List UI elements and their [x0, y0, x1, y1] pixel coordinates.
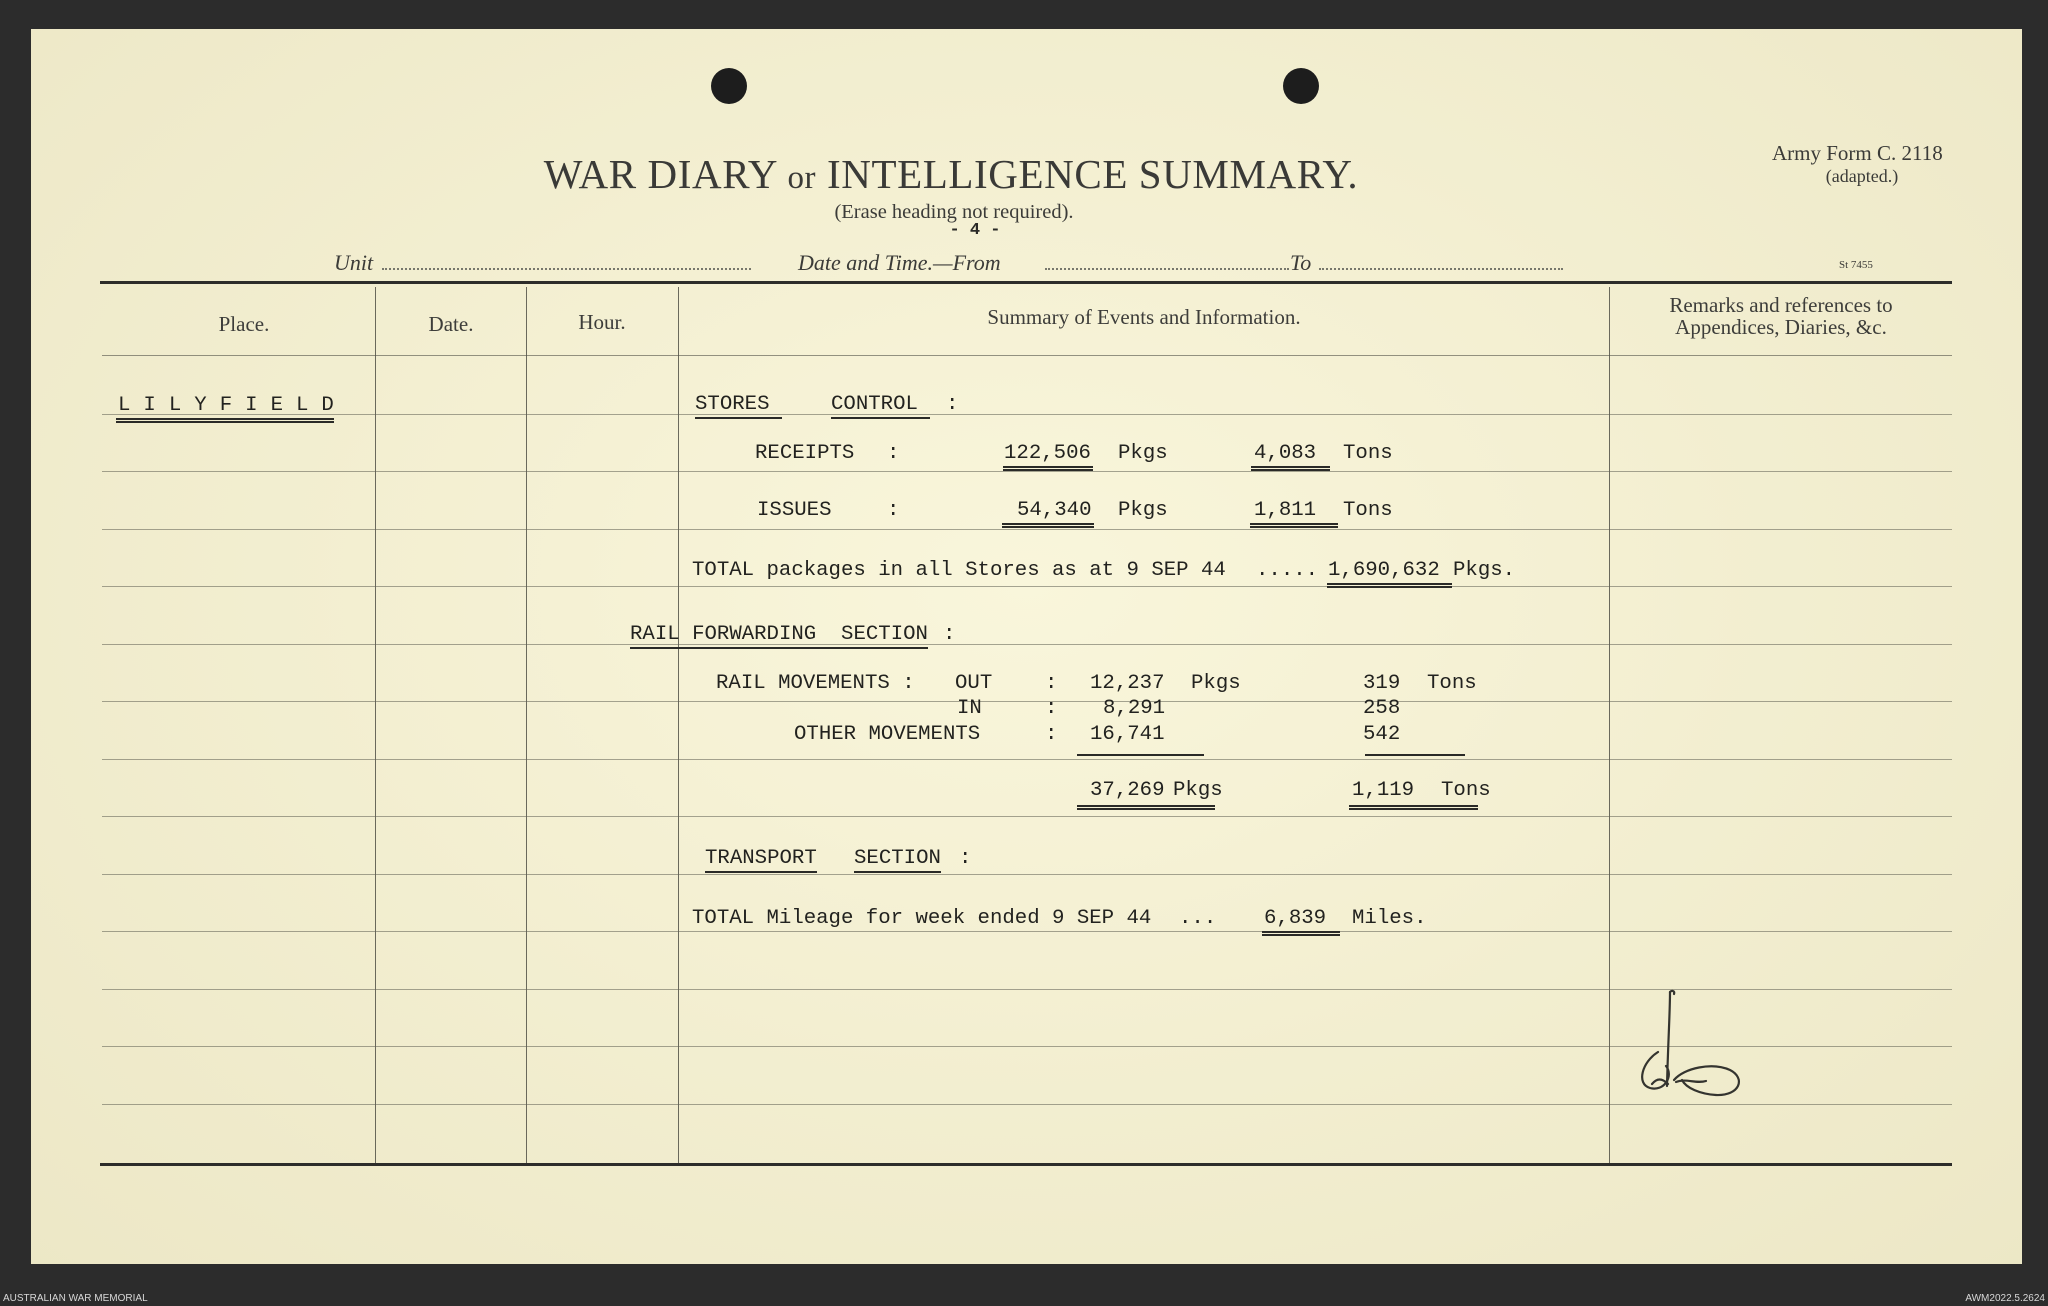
column-divider-place-date: [375, 287, 376, 1163]
ruled-line: [102, 816, 1952, 817]
mileage-leader: ...: [1179, 907, 1217, 930]
rail-total-tons-unit: Tons: [1441, 779, 1491, 802]
total-packages-text: TOTAL packages in all Stores as at 9 SEP 44: [692, 559, 1226, 582]
receipts-label: RECEIPTS: [755, 442, 855, 465]
rail-out-colon: :: [1045, 672, 1058, 695]
control-heading: CONTROL: [831, 393, 930, 419]
rail-forwarding-heading: RAIL FORWARDING SECTION: [630, 623, 928, 649]
punch-hole-right: [1283, 68, 1319, 104]
rail-movements-label: RAIL MOVEMENTS :: [716, 672, 915, 695]
rail-out-direction: OUT: [955, 672, 993, 695]
header-place: Place.: [218, 312, 270, 336]
archive-reference: AWM2022.5.2624: [1965, 1293, 2045, 1304]
rail-forwarding-colon: :: [943, 623, 956, 646]
form-title: [400, 152, 1502, 200]
receipts-tons-unit: Tons: [1343, 442, 1393, 465]
title-intelligence-summary: INTELLIGENCE SUMMARY.: [827, 151, 1359, 197]
date-time-from-label: Date and Time.—From: [798, 250, 1001, 275]
ruled-line: [102, 759, 1952, 760]
stores-heading: STORES: [695, 393, 782, 419]
tons-total-double-underline: [1349, 805, 1478, 810]
ruled-line: [102, 471, 1952, 472]
mileage-unit: Miles.: [1352, 907, 1427, 930]
from-dotted-line: [1045, 268, 1289, 270]
rail-total-packages-unit: Pkgs: [1173, 779, 1223, 802]
ruled-line: [102, 529, 1952, 530]
issues-tons: 1,811: [1250, 499, 1338, 528]
column-divider-hour-summary: [678, 287, 679, 1163]
table-bottom-border: [100, 1163, 1952, 1166]
column-divider-summary-remarks: [1609, 287, 1610, 1163]
army-form-number: Army Form C. 2118: [1772, 141, 1943, 165]
mileage-text: TOTAL Mileage for week ended 9 SEP 44: [692, 907, 1152, 930]
rail-in-colon: :: [1045, 697, 1058, 720]
header-remarks-line1: Remarks and references to: [1669, 293, 1893, 317]
punch-hole-left: [711, 68, 747, 104]
ruled-line: [102, 1104, 1952, 1105]
rail-in-tons: 258: [1363, 697, 1401, 720]
total-packages-value: 1,690,632: [1327, 559, 1452, 588]
title-war-diary: WAR DIARY: [543, 151, 777, 197]
unit-dotted-line: [382, 268, 751, 270]
receipts-packages-unit: Pkgs: [1118, 442, 1168, 465]
total-packages-unit: Pkgs.: [1453, 559, 1516, 582]
issues-label: ISSUES: [757, 499, 832, 522]
column-divider-date-hour: [526, 287, 527, 1163]
form-subtitle: (Erase heading not required).: [834, 201, 1074, 223]
stores-control-colon: :: [946, 393, 959, 416]
ruled-line: [102, 701, 1952, 702]
transport-colon: :: [959, 847, 972, 870]
rail-out-tons-unit: Tons: [1427, 672, 1477, 695]
stock-number: St 7455: [1839, 259, 1873, 271]
header-date: Date.: [428, 312, 474, 336]
transport-heading: TRANSPORT: [705, 847, 817, 873]
other-movements-label: OTHER MOVEMENTS: [794, 723, 981, 746]
packages-total-double-underline: [1077, 805, 1215, 810]
ruled-line: [102, 931, 1952, 932]
ruled-line: [102, 644, 1952, 645]
packages-sum-underline: [1077, 754, 1204, 756]
rail-out-packages: 12,237: [1090, 672, 1165, 695]
to-dotted-line: [1319, 268, 1563, 270]
header-remarks-line2: Appendices, Diaries, &c.: [1675, 315, 1887, 339]
page-number: - 4 -: [949, 221, 1001, 240]
issues-packages: 54,340: [1002, 499, 1094, 528]
header-summary: Summary of Events and Information.: [987, 305, 1301, 329]
issues-packages-unit: Pkgs: [1118, 499, 1168, 522]
issues-colon: :: [887, 499, 900, 522]
ruled-line: [102, 414, 1952, 415]
other-movements-colon: :: [1045, 723, 1058, 746]
rail-in-packages: 8,291: [1103, 697, 1166, 720]
rail-in-direction: IN: [957, 697, 982, 720]
mileage-value: 6,839: [1262, 907, 1340, 936]
rail-out-tons: 319: [1363, 672, 1401, 695]
ruled-line: [102, 586, 1952, 587]
receipts-colon: :: [887, 442, 900, 465]
header-hour: Hour.: [578, 310, 626, 334]
other-movements-tons: 542: [1363, 723, 1401, 746]
total-packages-leader: .....: [1256, 559, 1319, 582]
rail-out-packages-unit: Pkgs: [1191, 672, 1241, 695]
archive-institution: AUSTRALIAN WAR MEMORIAL: [3, 1293, 148, 1304]
signature: [1612, 988, 1752, 1098]
receipts-tons: 4,083: [1251, 442, 1330, 471]
receipts-packages: 122,506: [1003, 442, 1093, 471]
rail-total-tons: 1,119: [1352, 779, 1415, 802]
unit-label: Unit: [334, 250, 374, 275]
rail-total-packages: 37,269: [1090, 779, 1165, 802]
army-form-note: (adapted.): [1825, 166, 1899, 186]
to-label: To: [1290, 250, 1312, 275]
title-or: or: [787, 160, 817, 196]
header-rule: [102, 355, 1952, 356]
issues-tons-unit: Tons: [1343, 499, 1393, 522]
place-lilyfield: L I L Y F I E L D: [116, 394, 334, 423]
tons-sum-underline: [1365, 754, 1465, 756]
other-movements-packages: 16,741: [1090, 723, 1165, 746]
ruled-line: [102, 874, 1952, 875]
table-top-border: [100, 281, 1952, 284]
transport-section-heading: SECTION: [854, 847, 941, 873]
